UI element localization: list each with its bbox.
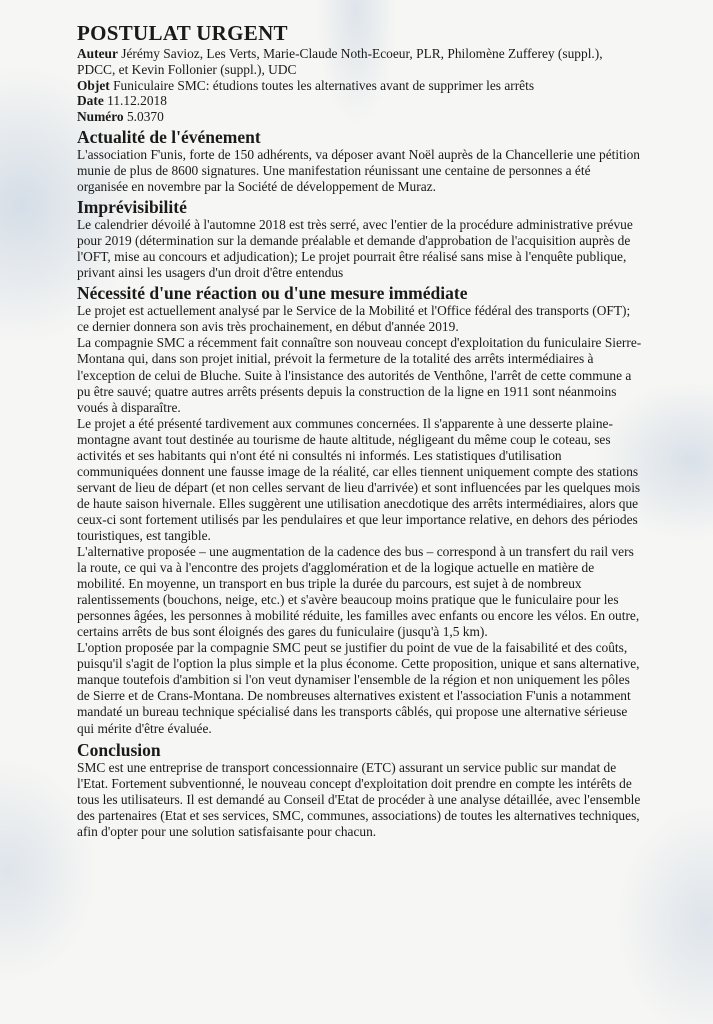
number-label: Numéro [77, 109, 124, 125]
section-title: Imprévisibilité [77, 197, 187, 218]
author-label: Auteur [77, 46, 118, 61]
document-body [77, 22, 643, 840]
section-paragraph: L'association F'unis, forte de 150 adhérents, va déposer avant Noël auprès de la Chancellerie une pétition munie de plus de 8600 signatures. Une manifestation réunissant une centaine de personnes a été organisée en novembre par la Société de développement de Muraz. [77, 146, 640, 195]
section-paragraph: L'option proposée par la compagnie SMC peut se justifier du point de vue de la faisabilité et des coûts, puisqu'il s'agit de l'option la plus simple et la plus économe. Cette proposition, unique et sans alternative, manque toutefois d'ambition si l'on veut dynamiser l'ensemble de la région et non uniquement les pôles de Sierre et de Crans-Montana. De nombreuses alternatives existent et l'association F'unis a notamment mandaté un bureau technique spécialisé dans les transports câblés, qui propose une alternative sérieuse qui mérite d'être évaluée. [77, 640, 640, 736]
object-line [77, 78, 643, 94]
number-line [77, 109, 643, 125]
section-imprevisibilite [77, 198, 643, 281]
section-conclusion [77, 741, 643, 840]
date-line [77, 93, 643, 109]
date-label: Date [77, 93, 104, 109]
section-paragraph: L'alternative proposée – une augmentation de la cadence des bus – correspond à un transfert du rail vers la route, ce qui va à l'encontre des projets d'agglomération et de la logique actuelle en matière de mobilité. En moyenne, un transport en bus triple la durée du parcours, est sujet à de nombreux ralentissements (bouchons, neige, etc.) et s'avère beaucoup moins pratique que le funiculaire pour les personnes âgées, les personnes à mobilité réduite, les familles avec enfants ou encore les vélos. En outre, certains arrêts de bus sont éloignés des gares du funiculaire (jusqu'à 1,5 km). [77, 544, 640, 640]
section-title: Conclusion [77, 739, 161, 760]
object-label: Objet [77, 77, 110, 93]
section-title: Actualité de l'événement [77, 126, 261, 147]
section-paragraph: Le projet a été présenté tardivement aux communes concernées. Il s'apparente à une desserte plaine-montagne avant tout destinée au tourisme de haute altitude, négligeant du même coup le coteau, ses activités et ses habitants qui n'ont été ni consultés ni informés. Les statistiques d'utilisation communiquées donnent une fausse image de la réalité, car elles tiennent uniquement compte des stations servant de lieu de départ (et non celles servant de lieu d'arrivée) et sont influencées par les quelques mois de haute saison hivernale. Elles suggèrent une utilisation anecdotique des arrêts intermédiaires, alors que ceux-ci sont fortement utilisés par les pendulaires et que leur importance relative, en dehors des périodes touristiques, est tangible. [77, 415, 641, 543]
number-value: 5.0370 [126, 109, 164, 125]
section-paragraph: Le calendrier dévoilé à l'automne 2018 est très serré, avec l'entier de la procédure administrative prévue pour 2019 (détermination sur la demande préalable et demande d'approbation de l'acquisition auprès de l'OFT, mise au concours et adjudication); Le projet pourrait être réalisé sans mise à l'enquête publique, privant ainsi les usagers d'un droit d'être entendus [77, 217, 633, 281]
section-necessite [77, 284, 643, 736]
date-value: 11.12.2018 [107, 93, 167, 109]
document-meta [77, 46, 643, 125]
section-title: Nécessité d'une réaction ou d'une mesure immédiate [77, 283, 468, 304]
document-title: POSTULAT URGENT [77, 21, 288, 45]
author-value: Jérémy Savioz, Les Verts, Marie-Claude Noth-Ecoeur, PLR, Philomène Zufferey (suppl.), PDCC, et Kevin Follonier (suppl.), UDC [77, 46, 603, 77]
section-actualite [77, 128, 643, 195]
author-line [77, 46, 643, 78]
section-paragraph: SMC est une entreprise de transport concessionnaire (ETC) assurant un service public sur mandat de l'Etat. Fortement subventionné, le nouveau concept d'exploitation doit prendre en compte les intérêts de tous les utilisateurs. Il est demandé au Conseil d'Etat de procéder à une analyse détaillée, avec l'ensemble des partenaires (Etat et ses services, SMC, communes, associations) de toutes les alternatives techniques, afin d'opter pour une solution satisfaisante pour chacun. [77, 759, 641, 839]
section-paragraph: La compagnie SMC a récemment fait connaître son nouveau concept d'exploitation du funiculaire Sierre-Montana qui, dans son projet initial, prévoit la fermeture de la totalité des arrêts intermédiaires à l'exception de celui de Bluche. Suite à l'insistance des autorités de Venthône, l'arrêt de cette commune a pu être sauvé; quatre autres arrêts présents depuis la construction de la ligne en 1911 sont néanmoins voués à disparaître. [77, 335, 642, 415]
section-paragraph: Le projet est actuellement analysé par le Service de la Mobilité et l'Office fédéral des transports (OFT); ce dernier donnera son avis très prochainement, en début d'année 2019. [77, 303, 631, 335]
object-value: Funiculaire SMC: étudions toutes les alternatives avant de supprimer les arrêts [113, 77, 535, 93]
